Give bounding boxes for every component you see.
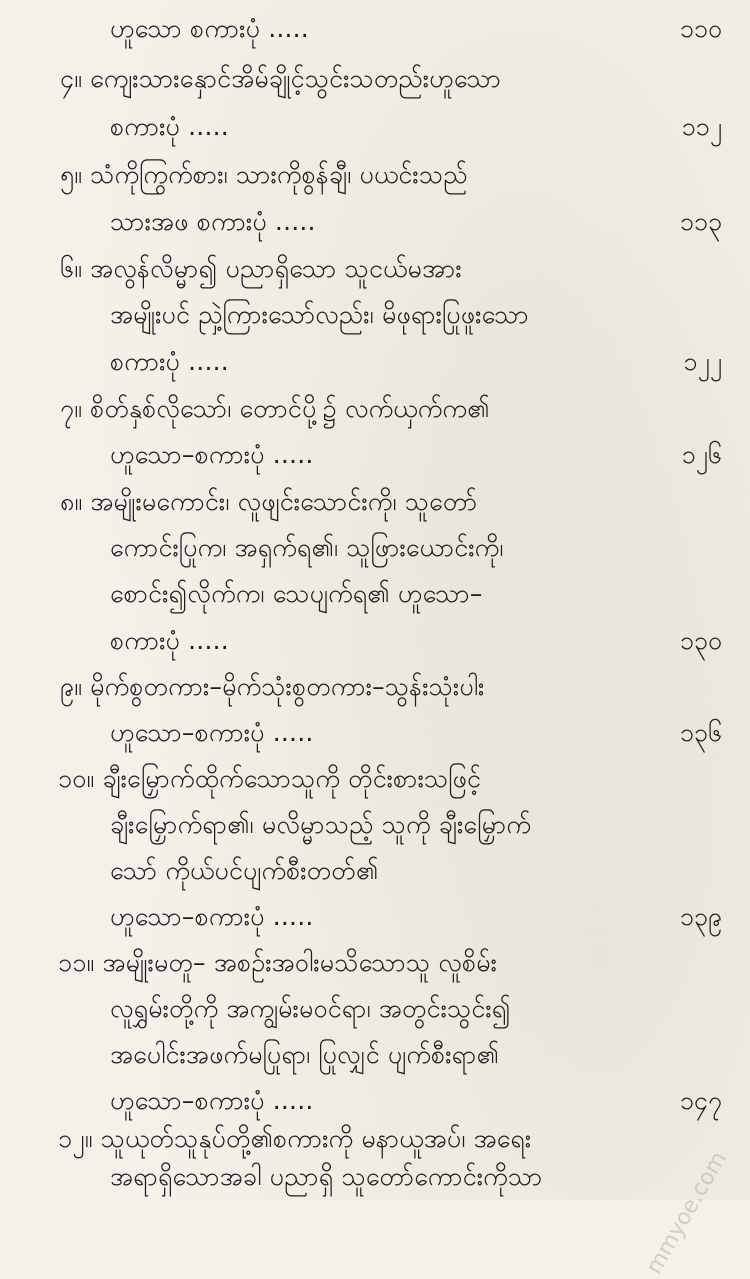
toc-entry-line: ချီးမြှောက်ရာ၏၊ မလိမ္မာသည့် သူကို ချီးမြှောက် — [110, 810, 532, 839]
toc-entry-line: ဟူသော–စကားပုံ ..... — [110, 718, 314, 747]
page-number: ၁၁၀ — [679, 14, 722, 43]
toc-entry-line: အမျိုးပင် ညှဲ့ကြားသော်လည်း၊ မိဖုရားပြုဖူးသော — [110, 300, 529, 329]
page-number: ၁၃၆ — [679, 718, 722, 747]
page-number: ၁၁၃ — [679, 207, 722, 236]
toc-entry-line: ၅။ သံကိုကြွက်စား၊ သားကိုစွန်ချီ၊ ပယင်းသည် — [60, 160, 468, 189]
toc-entry-line: ၄။ ကျေးသားနှောင်အိမ်ချိုင့်သွင်းသတည်းဟူသော — [60, 64, 502, 93]
toc-entry-line: သားအဖ စကားပုံ ..... — [110, 207, 316, 236]
page-number: ၁၄၇ — [679, 1086, 722, 1115]
page-number: ၁၃၀ — [679, 626, 722, 655]
toc-entry-line: ဟူသော စကားပုံ ..... — [110, 14, 309, 43]
toc-entry-line: စောင်း၍လိုက်က၊ သေပျက်ရ၏ ဟူသော– — [110, 579, 483, 608]
toc-entry-line: ၁၀။ ချီးမြှောက်ထိုက်သောသူကို တိုင်းစားသဖြင့် — [58, 764, 482, 793]
page-number: ၁၂၆ — [681, 440, 722, 469]
toc-entry-line: ကောင်းပြုက၊ အရှက်ရ၏၊ သူဖြားယောင်းကို၊ — [110, 533, 504, 562]
page-number: ၁၂၂ — [683, 347, 722, 376]
toc-entry-line: ၉။ မိုက်စွတကား–မိုက်သုံးစွတကား–သွန်းသုံးပါး — [60, 672, 485, 701]
toc-entry-line: ၇။ စိတ်နှစ်လိုသော်၊ တောင်ပို့၌ လက်ယှက်က၏ — [60, 394, 490, 423]
page-number: ၁၁၂ — [681, 112, 722, 141]
toc-entry-line: စကားပုံ ..... — [110, 347, 229, 376]
toc-entry-line: လူရွှမ်းတို့ကို အကျွမ်းမဝင်ရာ၊ အတွင်းသွင်း၍ — [110, 994, 511, 1023]
page-number: ၁၃၉ — [679, 902, 722, 931]
toc-entry-line: ဟူသော–စကားပုံ ..... — [110, 1086, 314, 1115]
toc-entry-line: စကားပုံ ..... — [110, 112, 229, 141]
watermark: mmyoe.com — [641, 1147, 732, 1279]
toc-entry-line: ဟူသော–စကားပုံ ..... — [110, 440, 314, 469]
toc-entry-line: အရာရှိသောအခါ ပညာရှိ သူတော်ကောင်းကိုသာ — [110, 1162, 543, 1191]
toc-entry-line: ၈။ အမျိုးမကောင်း၊ လူဖျင်းသောင်းကို၊ သူတော် — [60, 487, 478, 516]
toc-entry-line: အပေါင်းအဖက်မပြုရာ၊ ပြုလျှင် ပျက်စီးရာ၏ — [110, 1040, 499, 1069]
toc-entry-line: ၆။ အလွန်လိမ္မာ၍ ပညာရှိသော သူငယ်မအား — [60, 254, 462, 283]
toc-entry-line: ၁၂။ သူယုတ်သူနုပ်တို့၏စကားကို မနာယူအပ်၊ အရေး — [58, 1124, 532, 1153]
toc-entry-line: သော် ကိုယ်ပင်ပျက်စီးတတ်၏ — [110, 856, 379, 885]
toc-entry-line: ၁၁။ အမျိုးမတူ– အစဉ်းအဝါးမသိသောသူ လူစိမ်း — [58, 948, 498, 977]
toc-entry-line: ဟူသော–စကားပုံ ..... — [110, 902, 314, 931]
toc-entry-line: စကားပုံ ..... — [110, 626, 229, 655]
